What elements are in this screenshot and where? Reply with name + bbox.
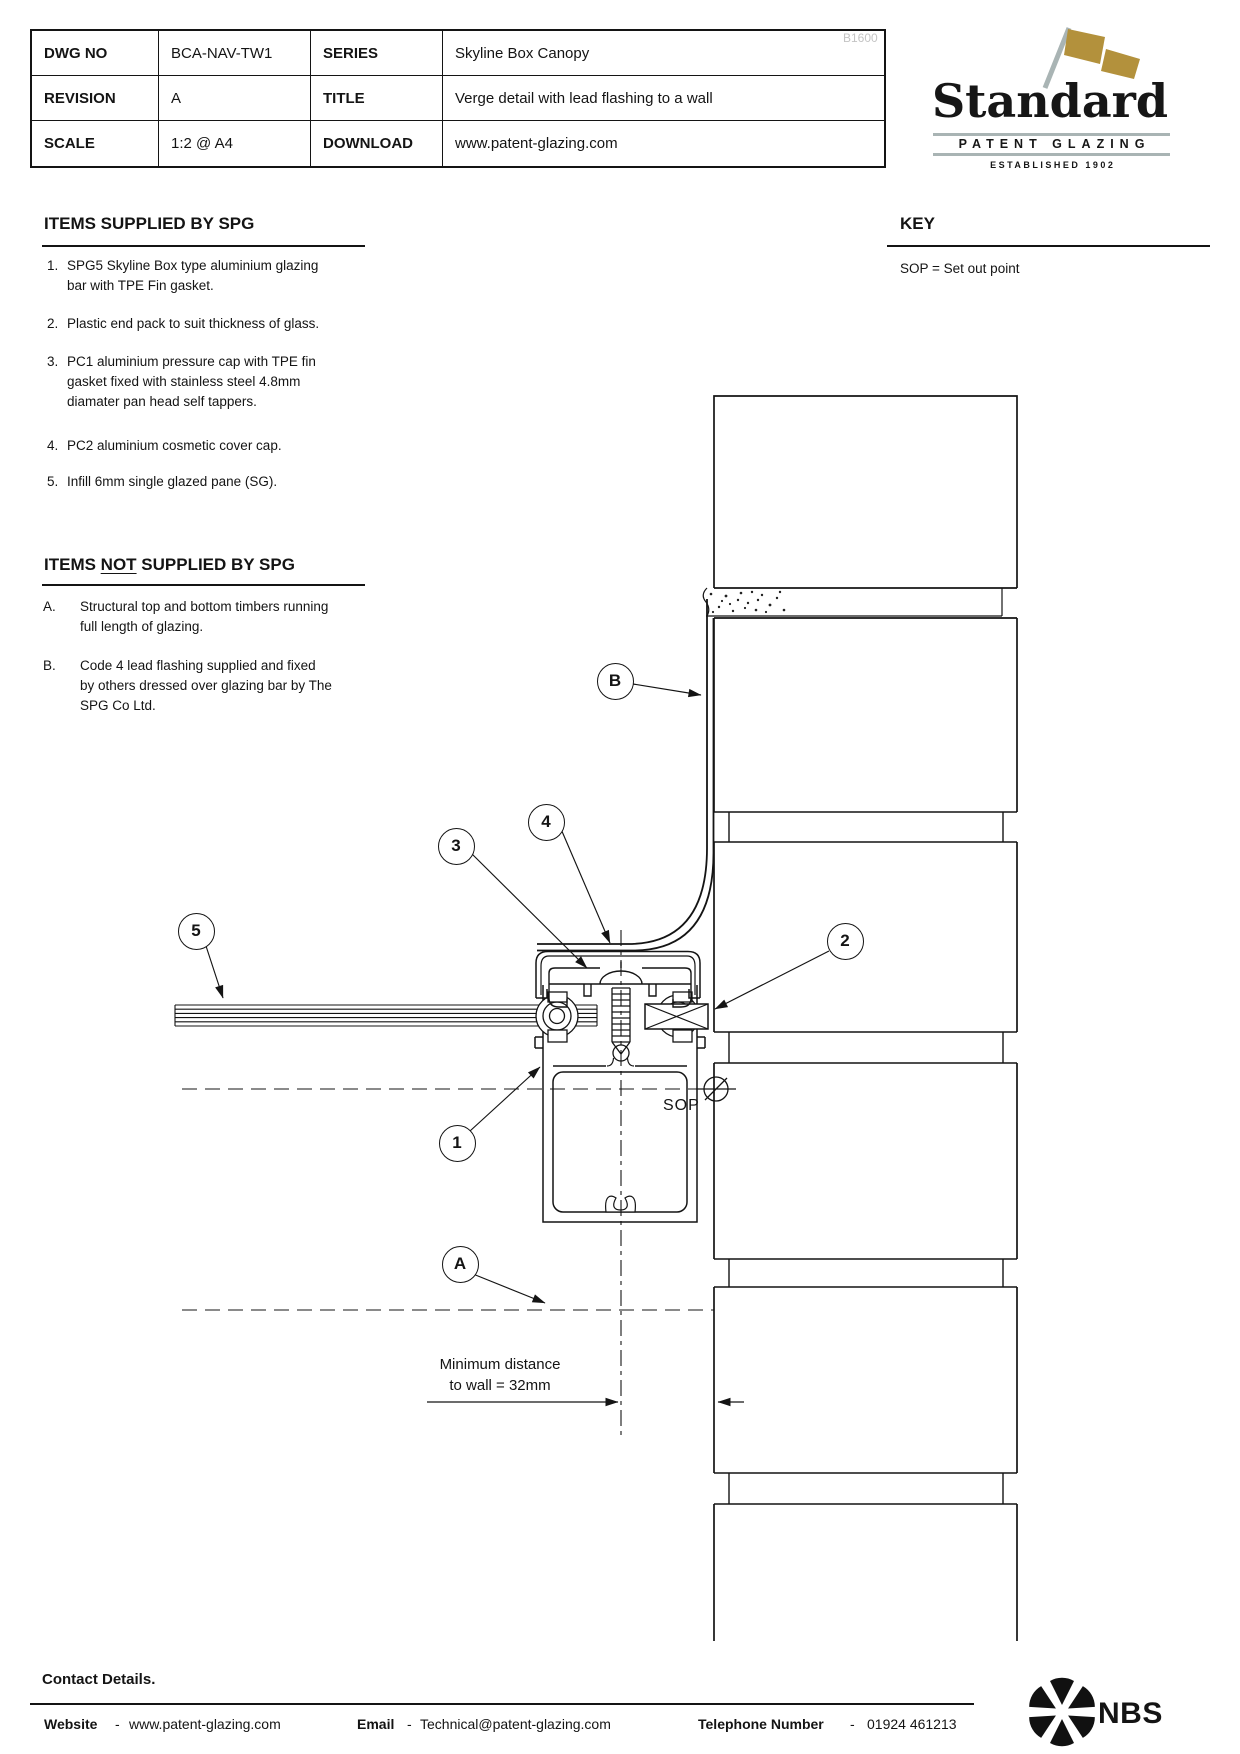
series-value: Skyline Box Canopy bbox=[443, 31, 884, 76]
item-number: 4. bbox=[47, 438, 59, 453]
callout-4: 4 bbox=[528, 804, 565, 841]
item-text: Code 4 lead flashing supplied and fixed by others dressed over glazing bar by The SPG Co Ltd. bbox=[80, 658, 332, 713]
items-supplied-heading: ITEMS SUPPLIED BY SPG bbox=[44, 214, 255, 233]
list-item-5 bbox=[47, 472, 325, 492]
dimension-text-line1: Minimum distance bbox=[439, 1356, 561, 1373]
logo-divider-bottom bbox=[933, 153, 1170, 156]
callout-1: 1 bbox=[439, 1125, 476, 1162]
item-text: PC1 aluminium pressure cap with TPE fin gasket fixed with stainless steel 4.8mm diamater pan head self tappers. bbox=[67, 354, 316, 409]
list-item-4 bbox=[47, 436, 325, 456]
callout-3: 3 bbox=[438, 828, 475, 865]
tpe-gasket-right bbox=[657, 992, 699, 1042]
item-text: SPG5 Skyline Box type aluminium glazing bar with TPE Fin gasket. bbox=[67, 258, 319, 293]
fixing-screw bbox=[612, 988, 630, 1061]
item-number: 5. bbox=[47, 474, 59, 489]
key-rule bbox=[887, 245, 1210, 247]
dwg-no-label: DWG NO bbox=[32, 31, 159, 76]
key-entry-sop: SOP = Set out point bbox=[900, 261, 1020, 276]
callout-A: A bbox=[442, 1246, 479, 1283]
leader-lines bbox=[206, 684, 829, 1303]
email-value[interactable]: Technical@patent-glazing.com bbox=[420, 1716, 611, 1732]
heading-post: SUPPLIED BY SPG bbox=[136, 555, 295, 574]
title-label: TITLE bbox=[311, 76, 443, 121]
list-item-1 bbox=[47, 256, 325, 296]
revision-label: REVISION bbox=[32, 76, 159, 121]
website-label: Website bbox=[44, 1716, 98, 1732]
email-label: Email bbox=[357, 1716, 395, 1732]
phone-sep: - bbox=[850, 1716, 855, 1732]
list-item-A bbox=[43, 597, 332, 637]
nbs-icon bbox=[1028, 1672, 1098, 1752]
logo-wordmark: Standard bbox=[931, 74, 1169, 128]
sop-label: SOP bbox=[663, 1097, 700, 1114]
download-value[interactable]: www.patent-glazing.com bbox=[455, 135, 618, 152]
title-block-table bbox=[30, 29, 886, 168]
title-value: Verge detail with lead flashing to a wall bbox=[443, 76, 884, 121]
website-value[interactable]: www.patent-glazing.com bbox=[129, 1716, 281, 1732]
phone-value: 01924 461213 bbox=[867, 1716, 957, 1732]
glass-pane bbox=[175, 1005, 597, 1026]
callout-2: 2 bbox=[827, 923, 864, 960]
item-text: Plastic end pack to suit thickness of glass. bbox=[67, 316, 320, 331]
revision-value: A bbox=[159, 76, 311, 121]
lead-flashing bbox=[537, 599, 714, 951]
item-number: B. bbox=[43, 658, 56, 673]
contact-details-heading: Contact Details. bbox=[42, 1671, 156, 1688]
item-text: Infill 6mm single glazed pane (SG). bbox=[67, 474, 278, 489]
item-text: PC2 aluminium cosmetic cover cap. bbox=[67, 438, 282, 453]
dimension-text-line2: to wall = 32mm bbox=[449, 1377, 551, 1394]
list-item-3 bbox=[47, 352, 325, 412]
logo-divider-top bbox=[933, 133, 1170, 136]
end-pack bbox=[645, 1004, 708, 1029]
sheet-code-watermark: B1600 bbox=[843, 31, 878, 45]
scale-label: SCALE bbox=[32, 121, 159, 166]
item-number: A. bbox=[43, 599, 56, 614]
email-sep: - bbox=[407, 1716, 412, 1732]
website-sep: - bbox=[115, 1716, 120, 1732]
heading-pre: ITEMS bbox=[44, 555, 101, 574]
scale-value: 1:2 @ A4 bbox=[159, 121, 311, 166]
callout-B: B bbox=[597, 663, 634, 700]
download-label: DOWNLOAD bbox=[311, 121, 443, 166]
callout-5: 5 bbox=[178, 913, 215, 950]
series-label: SERIES bbox=[311, 31, 443, 76]
items-supplied-rule bbox=[42, 245, 365, 247]
phone-label: Telephone Number bbox=[698, 1716, 824, 1732]
logo-established: ESTABLISHED 1902 bbox=[990, 160, 1116, 170]
sop-symbol bbox=[696, 1077, 736, 1101]
tpe-gasket-left bbox=[536, 992, 578, 1042]
nbs-wordmark: NBS bbox=[1098, 1697, 1163, 1730]
cover-cap bbox=[536, 952, 700, 999]
item-number: 1. bbox=[47, 258, 59, 273]
items-not-supplied-heading bbox=[44, 555, 295, 575]
list-item-2 bbox=[47, 314, 325, 334]
logo-subtitle: PATENT GLAZING bbox=[958, 137, 1151, 151]
wall-blocks bbox=[703, 396, 1017, 1641]
item-text: Structural top and bottom timbers running full length of glazing. bbox=[80, 599, 329, 634]
items-not-supplied-rule bbox=[42, 584, 365, 586]
list-item-B bbox=[43, 656, 332, 716]
mortar-speckle bbox=[710, 591, 786, 613]
item-number: 3. bbox=[47, 354, 59, 369]
pressure-cap bbox=[549, 962, 691, 1008]
dwg-no-value: BCA-NAV-TW1 bbox=[159, 31, 311, 76]
footer-rule bbox=[30, 1703, 974, 1705]
heading-not: NOT bbox=[100, 555, 137, 574]
item-number: 2. bbox=[47, 316, 59, 331]
key-heading: KEY bbox=[900, 214, 935, 233]
